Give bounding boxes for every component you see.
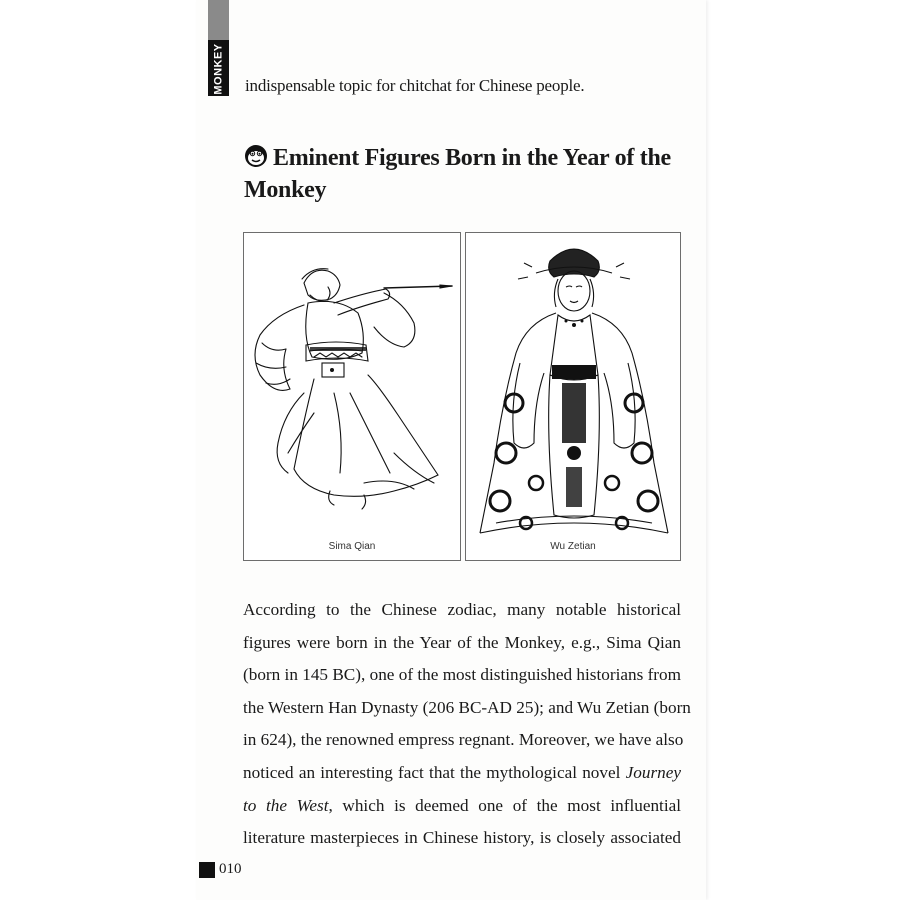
figure-caption: Wu Zetian (550, 541, 596, 552)
text-line: to the West, which is deemed one of the most influential (243, 795, 681, 815)
sima-qian-illustration (244, 233, 462, 562)
text-line: figures were born in the Year of the Monkey, e.g., Sima Qian (243, 632, 681, 652)
section-heading-text: Eminent Figures Born in the Year of the Monkey (244, 145, 671, 203)
wu-zetian-illustration (466, 233, 682, 562)
figure-caption: Sima Qian (328, 541, 376, 552)
text-line: According to the Chinese zodiac, many notable historical (243, 600, 681, 619)
page-number-marker (199, 862, 215, 878)
page-number: 010 (219, 861, 242, 877)
text-line: in 624), the renowned empress regnant. Moreover, we have also (243, 730, 684, 750)
text-line: the Western Han Dynasty (206 BC-AD 25); and Wu Zetian (born (243, 697, 691, 717)
chapter-side-tab-accent (208, 0, 229, 40)
continued-text-line: indispensable topic for chitchat for Chinese people. (245, 76, 585, 95)
text-line: literature masterpieces in Chinese history, is closely associated (243, 828, 681, 848)
book-title-italic: to the West (243, 795, 329, 815)
figure-wu-zetian (465, 232, 681, 561)
book-title-italic: Journey (625, 762, 681, 782)
body-paragraph (243, 594, 691, 855)
chapter-side-tab-label: MONKEY (212, 43, 225, 95)
figure-sima-qian (243, 232, 461, 561)
section-heading (244, 142, 694, 206)
text-line: noticed an interesting fact that the mythological novel Journey (243, 762, 681, 782)
text-line: (born in 145 BC), one of the most distinguished historians from (243, 665, 681, 685)
monkey-face-icon (244, 144, 268, 168)
